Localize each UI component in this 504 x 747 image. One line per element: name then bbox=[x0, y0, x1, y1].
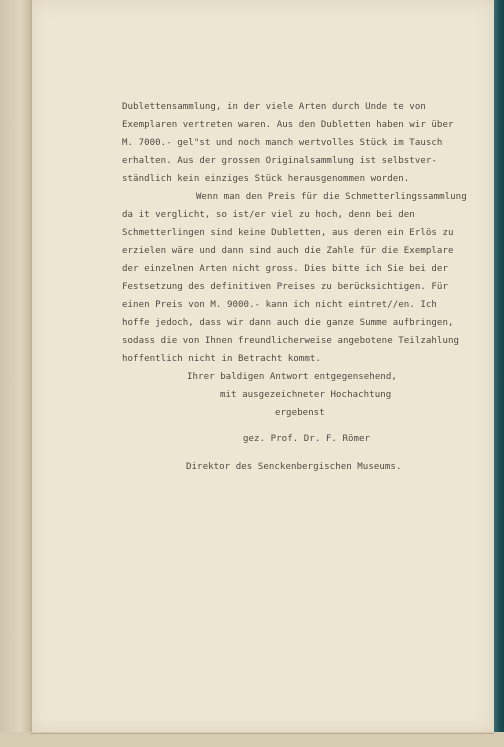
binder-edge bbox=[494, 0, 504, 747]
paragraph2-line-9: sodass die von Ihnen freundlicherweise angebotene Teilzahlung bbox=[122, 336, 460, 346]
paragraph2-line-4: erzielen wäre und dann sind auch die Zahle für die Exemplare bbox=[122, 246, 454, 256]
paragraph2-line-5: der einzelnen Arten nicht gross. Dies bitte ich Sie bei der bbox=[122, 264, 448, 274]
paragraph1-line-3: M. 7000.- gel"st und noch manch wertvolles Stück im Tausch bbox=[122, 138, 443, 148]
paragraph2-line-6: Festsetzung des definitiven Preises zu berücksichtigen. Für bbox=[122, 282, 448, 292]
paragraph2-line-7: einen Preis von M. 9000.- kann ich nicht eintret//en. Ich bbox=[122, 300, 437, 310]
signatory-title: Direktor des Senckenbergischen Museums. bbox=[186, 462, 402, 472]
paragraph2-line-8: hoffe jedoch, dass wir dann auch die ganze Summe aufbringen, bbox=[122, 318, 454, 328]
scan-background-bottom bbox=[0, 732, 504, 747]
paragraph1-line-2: Exemplaren vertreten waren. Aus den Dubletten haben wir über bbox=[122, 120, 454, 130]
page-bottom-edge bbox=[30, 733, 494, 734]
closing-line-2: mit ausgezeichneter Hochachtung bbox=[220, 390, 392, 400]
paragraph2-line-10: hoffentlich nicht in Betracht kommt. bbox=[122, 354, 321, 364]
scan-background-left bbox=[0, 0, 30, 747]
closing-line-3: ergebenst bbox=[275, 408, 325, 418]
paragraph1-line-1: Dublettensammlung, in der viele Arten durch Unde te von bbox=[122, 102, 426, 112]
paragraph2-line-1: Wenn man den Preis für die Schmetterlingssammlung bbox=[196, 192, 467, 202]
closing-line-1: Ihrer baldigen Antwort entgegensehend, bbox=[187, 372, 397, 382]
page-left-edge bbox=[30, 0, 32, 732]
paragraph2-line-2: da it verglicht, so ist/er viel zu hoch, denn bei den bbox=[122, 210, 415, 220]
paragraph1-line-4: erhalten. Aus der grossen Originalsammlung ist selbstver- bbox=[122, 156, 437, 166]
paragraph2-line-3: Schmetterlingen sind keine Dubletten, aus deren ein Erlös zu bbox=[122, 228, 454, 238]
signature: gez. Prof. Dr. F. Römer bbox=[243, 434, 371, 444]
paragraph1-line-5: ständlich kein einziges Stück herausgenommen worden. bbox=[122, 174, 410, 184]
